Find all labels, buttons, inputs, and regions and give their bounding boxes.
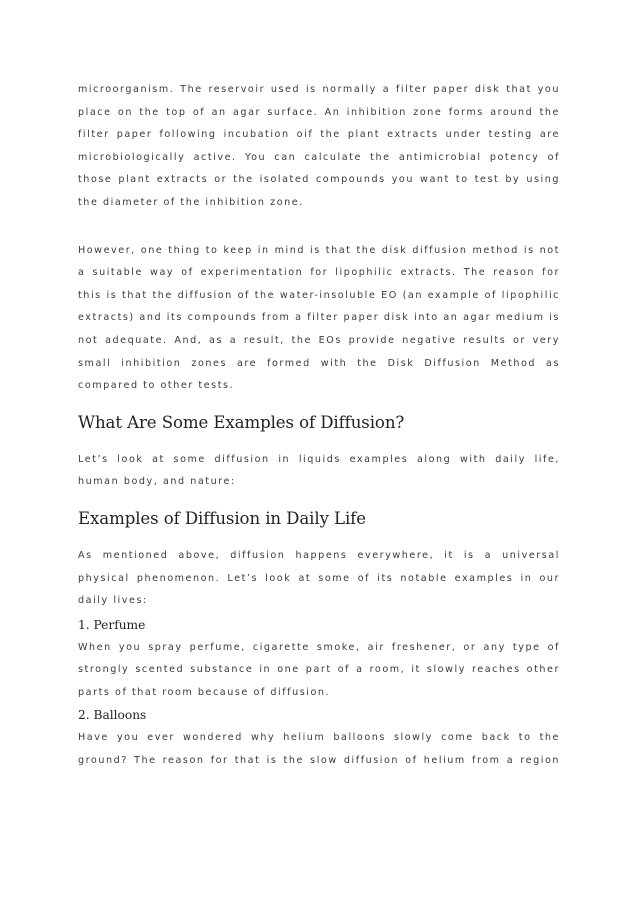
heading-examples-of-diffusion: What Are Some Examples of Diffusion? [78, 412, 405, 432]
heading-perfume: 1. Perfume [78, 617, 146, 632]
paragraph-disk-diffusion-limitation: However, one thing to keep in mind is that the disk diffusion method is not a suitable way of experimentation for lipophilic extracts. The reason for this is that the diffusion of the water-insoluble EO (an example of lipophilic extracts) and its compounds from a filter paper disk into an agar medium is not adequate. And, as a result, the EOs provide negative results or very small inhibition zones are formed with the Disk Diffusion Method as compared to other tests. [78, 244, 560, 392]
paragraph-disk-diffusion-intro: microorganism. The reservoir used is normally a filter paper disk that you place on the top of an agar surface. An inhibition zone forms around the filter paper following incubation oif the plant extracts under testing are microbiologically active. You can calculate the antimicrobial potency of those plant extracts or the isolated compounds you want to test by using the diameter of the inhibition zone. [78, 84, 560, 208]
paragraph-perfume: When you spray perfume, cigarette smoke, air freshener, or any type of strongly scented substance in one part of a room, it slowly reaches other parts of that room because of diffusion. [78, 641, 560, 698]
paragraph-examples-intro: Let’s look at some diffusion in liquids examples along with daily life, human body, and nature: [78, 453, 560, 488]
heading-balloons: 2. Balloons [78, 708, 147, 723]
document-page [78, 79, 560, 773]
heading-examples-daily-life: Examples of Diffusion in Daily Life [78, 508, 366, 528]
paragraph-balloons: Have you ever wondered why helium balloons slowly come back to the ground? The reason for that is the slow diffusion of helium from a region [78, 732, 560, 767]
paragraph-daily-life-intro: As mentioned above, diffusion happens everywhere, it is a universal physical phenomenon. Let’s look at some of its notable examples in our daily lives: [78, 549, 560, 607]
